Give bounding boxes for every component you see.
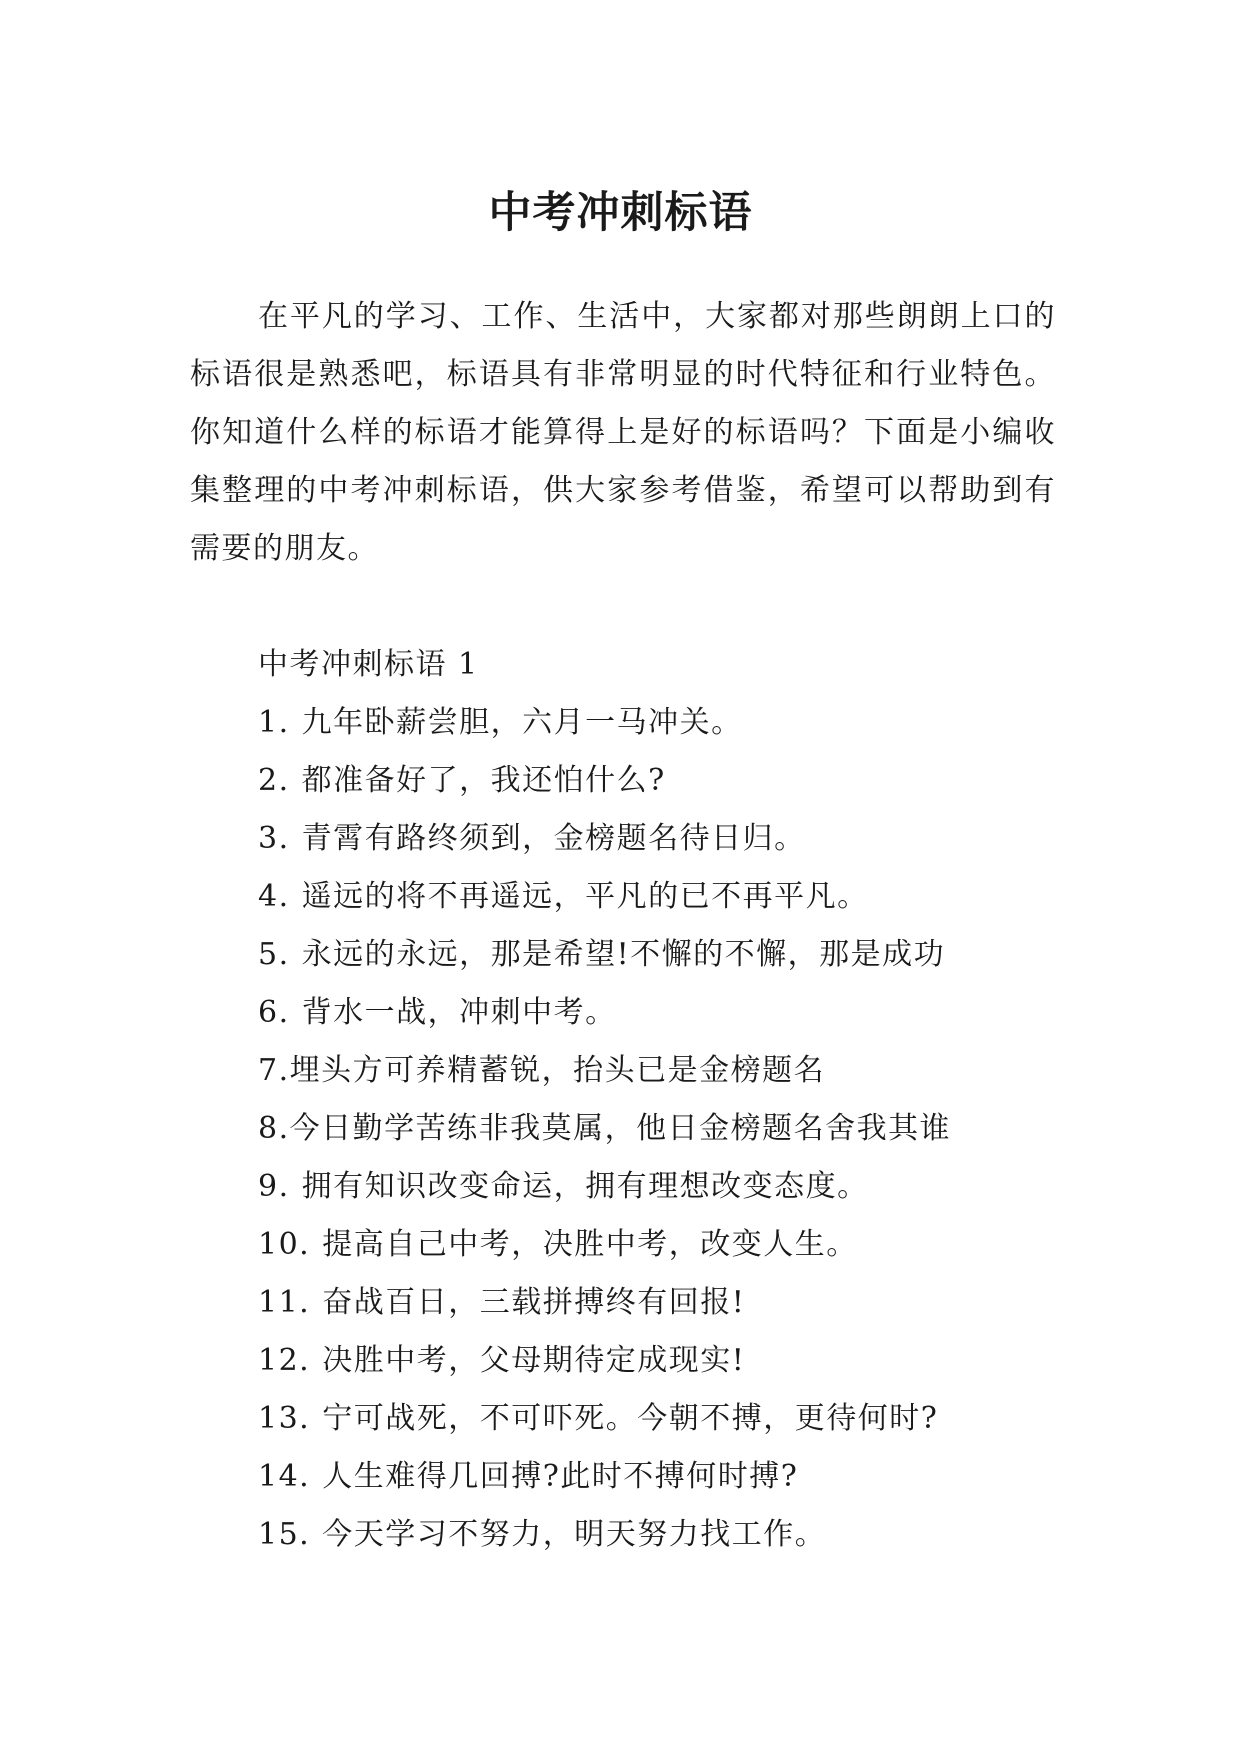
slogan-text: 今日勤学苦练非我莫属，他日金榜题名舍我其谁 <box>289 1111 952 1146</box>
slogan-item <box>258 1274 951 1332</box>
slogan-item <box>258 1216 951 1274</box>
slogan-text: 宁可战死，不可吓死。今朝不搏，更待何时? <box>322 1401 939 1436</box>
slogan-text: 背水一战，冲刺中考。 <box>301 995 617 1030</box>
slogan-number: 13. <box>258 1401 311 1436</box>
slogan-text: 决胜中考，父母期待定成现实! <box>322 1343 746 1378</box>
slogan-item <box>258 1448 951 1506</box>
slogan-number: 2. <box>258 763 290 798</box>
slogan-text: 遥远的将不再遥远，平凡的已不再平凡。 <box>301 879 869 914</box>
slogan-number: 10. <box>258 1227 311 1262</box>
slogan-list <box>258 694 951 1564</box>
slogan-number: 3. <box>258 821 290 856</box>
slogan-item <box>258 1390 951 1448</box>
slogan-text: 提高自己中考，决胜中考，改变人生。 <box>322 1227 858 1262</box>
intro-paragraph: 在平凡的学习、工作、生活中，大家都对那些朗朗上口的标语很是熟悉吧，标语具有非常明显的时代特征和行业特色。你知道什么样的标语才能算得上是好的标语吗？下面是小编收集整理的中考冲刺标语，供大家参考借鉴，希望可以帮助到有需要的朋友。 <box>190 299 1056 566</box>
slogan-text: 都准备好了，我还怕什么? <box>301 763 666 798</box>
slogan-item <box>258 752 951 810</box>
slogan-text: 人生难得几回搏?此时不搏何时搏? <box>322 1459 799 1494</box>
slogan-text: 九年卧薪尝胆，六月一马冲关。 <box>301 705 743 740</box>
slogan-number: 11. <box>258 1285 311 1320</box>
slogan-item <box>258 1506 951 1564</box>
slogan-number: 7. <box>258 1053 290 1088</box>
slogan-item <box>258 1042 951 1100</box>
slogan-text: 奋战百日，三载拼搏终有回报! <box>322 1285 746 1320</box>
document-title: 中考冲刺标语 <box>488 187 753 238</box>
slogan-item <box>258 1332 951 1390</box>
slogan-number: 15. <box>258 1517 311 1552</box>
slogan-item <box>258 1158 951 1216</box>
slogan-number: 14. <box>258 1459 311 1494</box>
slogan-item <box>258 984 951 1042</box>
slogan-text: 青霄有路终须到，金榜题名待日归。 <box>301 821 806 856</box>
slogan-item <box>258 694 951 752</box>
slogan-number: 12. <box>258 1343 311 1378</box>
slogan-number: 8. <box>258 1111 290 1146</box>
slogan-text: 永远的永远，那是希望!不懈的不懈，那是成功 <box>301 937 946 972</box>
slogan-item <box>258 868 951 926</box>
section-heading: 中考冲刺标语 1 <box>258 647 479 682</box>
slogan-number: 9. <box>258 1169 290 1204</box>
slogan-text: 埋头方可养精蓄锐，抬头已是金榜题名 <box>289 1053 826 1088</box>
slogan-number: 1. <box>258 705 290 740</box>
slogan-item <box>258 1100 951 1158</box>
slogan-item <box>258 926 951 984</box>
slogan-item <box>258 810 951 868</box>
slogan-number: 5. <box>258 937 290 972</box>
slogan-text: 今天学习不努力，明天努力找工作。 <box>322 1517 827 1552</box>
slogan-text: 拥有知识改变命运，拥有理想改变态度。 <box>301 1169 869 1204</box>
slogan-number: 6. <box>258 995 290 1030</box>
slogan-number: 4. <box>258 879 290 914</box>
